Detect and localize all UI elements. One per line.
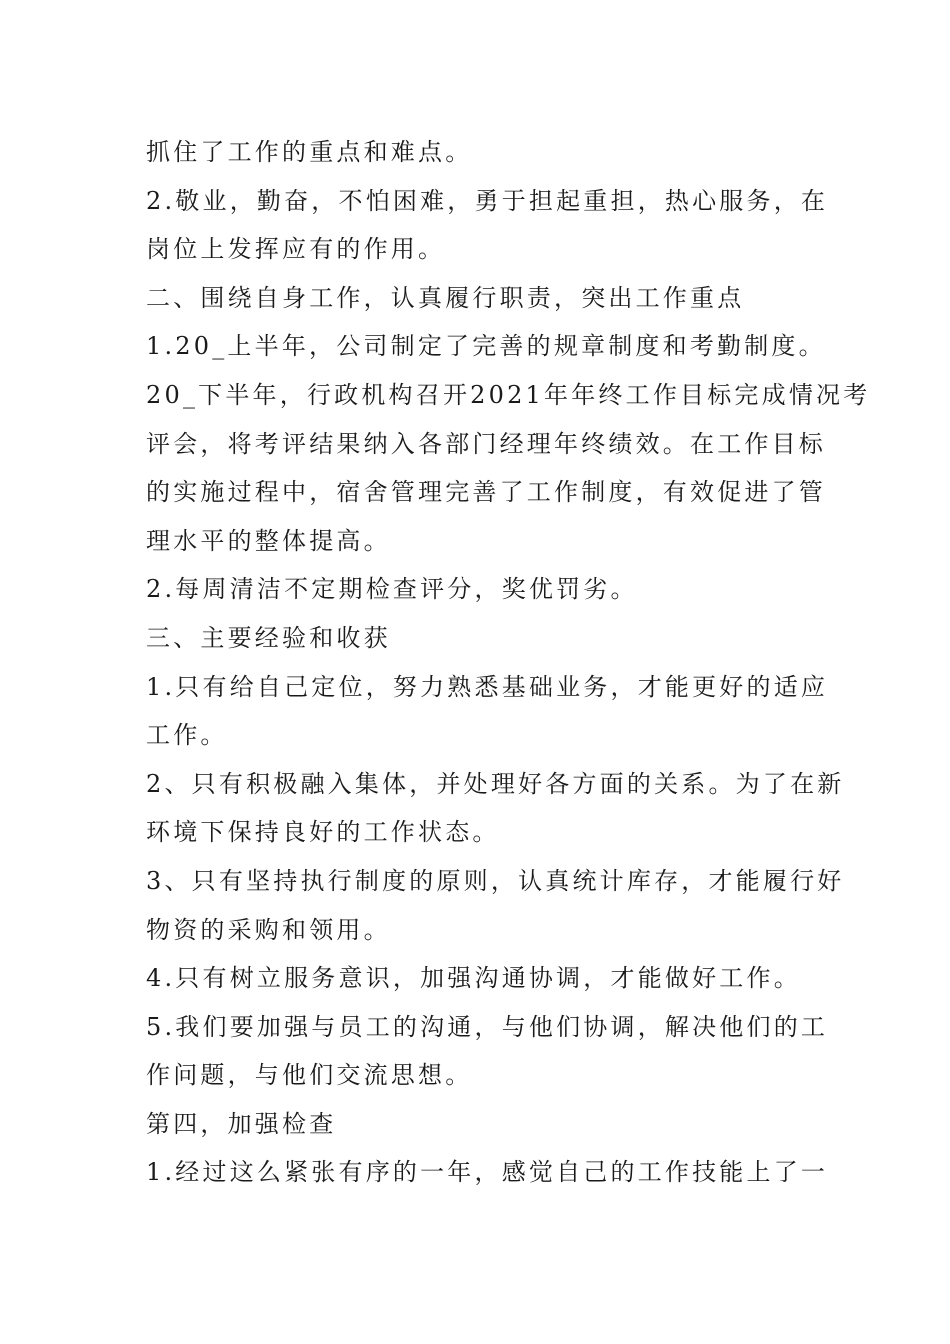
text-line: 抓住了工作的重点和难点。 bbox=[146, 138, 473, 166]
text-line: 作问题，与他们交流思想。 bbox=[146, 1061, 473, 1090]
text-line: 1.经过这么紧张有序的一年，感觉自己的工作技能上了一 bbox=[146, 1158, 829, 1187]
text-line: 物资的采购和领用。 bbox=[146, 915, 391, 944]
text-line: 20_下半年，行政机构召开2021年年终工作目标完成情况考 bbox=[146, 380, 871, 409]
section-heading: 第四，加强检查 bbox=[146, 1109, 337, 1138]
text-line: 评会，将考评结果纳入各部门经理年终绩效。在工作目标 bbox=[146, 429, 826, 458]
text-line: 1.只有给自己定位，努力熟悉基础业务，才能更好的适应 bbox=[146, 672, 829, 701]
text-line: 2、只有积极融入集体，并处理好各方面的关系。为了在新 bbox=[146, 769, 845, 798]
text-line: 1.20_上半年，公司制定了完善的规章制度和考勤制度。 bbox=[146, 332, 826, 361]
section-heading: 三、主要经验和收获 bbox=[146, 623, 391, 652]
text-line: 的实施过程中，宿舍管理完善了工作制度，有效促进了管 bbox=[146, 478, 826, 507]
text-line: 2.敬业，勤奋，不怕困难，勇于担起重担，热心服务，在 bbox=[146, 186, 829, 215]
text-line: 理水平的整体提高。 bbox=[146, 526, 391, 555]
section-heading: 二、围绕自身工作，认真履行职责，突出工作重点 bbox=[146, 283, 745, 312]
text-line: 岗位上发挥应有的作用。 bbox=[146, 235, 446, 264]
text-line: 2.每周清洁不定期检查评分，奖优罚劣。 bbox=[146, 575, 638, 604]
text-line: 3、只有坚持执行制度的原则，认真统计库存，才能履行好 bbox=[146, 866, 845, 895]
text-line: 5.我们要加强与员工的沟通，与他们协调，解决他们的工 bbox=[146, 1012, 829, 1041]
text-line: 4.只有树立服务意识，加强沟通协调，才能做好工作。 bbox=[146, 964, 801, 993]
document-body bbox=[146, 128, 871, 1197]
text-line: 工作。 bbox=[146, 721, 228, 750]
text-line: 环境下保持良好的工作状态。 bbox=[146, 818, 500, 847]
